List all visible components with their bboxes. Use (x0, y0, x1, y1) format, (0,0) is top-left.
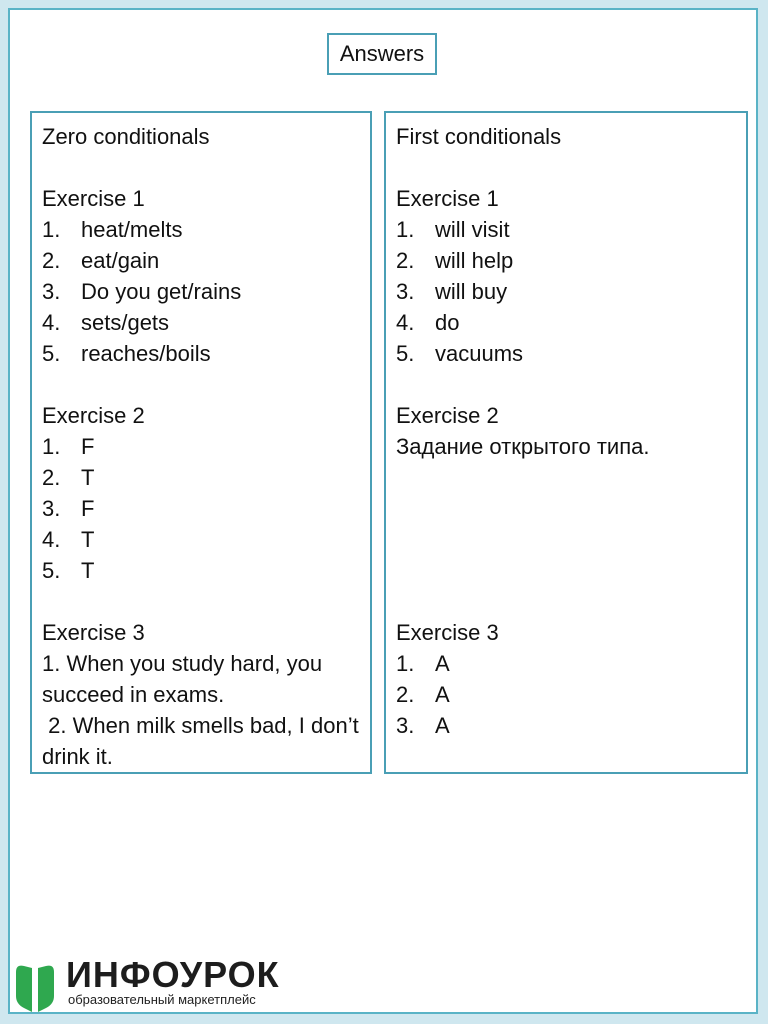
item-answer: sets/gets (81, 310, 170, 335)
item-answer: will help (435, 248, 514, 273)
exercise-label: Exercise 2 (396, 403, 499, 428)
list-item (396, 307, 736, 338)
item-answer: vacuums (435, 341, 524, 366)
panel-heading: First conditionals (396, 124, 562, 149)
exercise-label: Exercise 3 (42, 620, 145, 645)
item-answer: eat/gain (81, 248, 160, 273)
exercise-label: Exercise 1 (42, 186, 145, 211)
logo-icon (14, 962, 56, 1012)
zero-conditionals-panel (30, 111, 372, 774)
logo-name: ИНФОУРОК (66, 954, 280, 995)
list-item (42, 214, 360, 245)
list-item (42, 555, 360, 586)
item-answer: T (81, 465, 95, 490)
item-answer: A (435, 651, 450, 676)
list-item (42, 307, 360, 338)
answer-text: 1. When you study hard, you succeed in exams. (42, 651, 323, 707)
item-number: 2. (396, 248, 415, 273)
item-number: 2. (396, 682, 415, 707)
item-answer: reaches/boils (81, 341, 211, 366)
exercise-2-list (42, 431, 360, 586)
item-answer: A (435, 682, 450, 707)
item-number: 1. (42, 434, 61, 459)
list-item (42, 462, 360, 493)
panel-heading: Zero conditionals (42, 124, 210, 149)
list-item (396, 276, 736, 307)
list-item (396, 710, 736, 741)
list-item (396, 679, 736, 710)
item-number: 5. (42, 558, 61, 583)
item-number: 3. (42, 496, 61, 521)
infourok-logo (14, 954, 334, 1014)
item-answer: will buy (435, 279, 508, 304)
item-number: 4. (42, 527, 61, 552)
list-item (42, 431, 360, 462)
item-answer: Do you get/rains (81, 279, 242, 304)
item-number: 2. (42, 465, 61, 490)
page-title: Answers (327, 33, 437, 75)
item-answer: F (81, 434, 95, 459)
item-number: 1. (396, 217, 415, 242)
list-item (42, 338, 360, 369)
exercise-1-list (396, 214, 736, 369)
item-answer: heat/melts (81, 217, 183, 242)
exercise-label: Exercise 3 (396, 620, 499, 645)
list-item (396, 648, 736, 679)
list-item (42, 493, 360, 524)
list-item (396, 214, 736, 245)
item-number: 3. (396, 713, 415, 738)
item-number: 1. (396, 651, 415, 676)
item-number: 5. (396, 341, 415, 366)
answer-text: 2. When milk smells bad, I don’t drink it. (42, 713, 365, 769)
list-item (396, 245, 736, 276)
item-number: 4. (396, 310, 415, 335)
item-answer: T (81, 527, 95, 552)
exercise-1-list (42, 214, 360, 369)
exercise-3-list (396, 648, 736, 741)
item-number: 3. (42, 279, 61, 304)
list-item (396, 338, 736, 369)
item-answer: do (435, 310, 460, 335)
item-answer: F (81, 496, 95, 521)
item-answer: will visit (435, 217, 510, 242)
open-task-text: Задание открытого типа. (396, 434, 650, 459)
first-conditionals-panel (384, 111, 748, 774)
exercise-label: Exercise 2 (42, 403, 145, 428)
exercise-label: Exercise 1 (396, 186, 499, 211)
item-answer: A (435, 713, 450, 738)
item-number: 4. (42, 310, 61, 335)
item-answer: T (81, 558, 95, 583)
item-number: 3. (396, 279, 415, 304)
list-item (42, 524, 360, 555)
item-number: 1. (42, 217, 61, 242)
logo-tagline: образовательный маркетплейс (68, 992, 256, 1007)
list-item (42, 276, 360, 307)
item-number: 2. (42, 248, 61, 273)
list-item (42, 245, 360, 276)
item-number: 5. (42, 341, 61, 366)
